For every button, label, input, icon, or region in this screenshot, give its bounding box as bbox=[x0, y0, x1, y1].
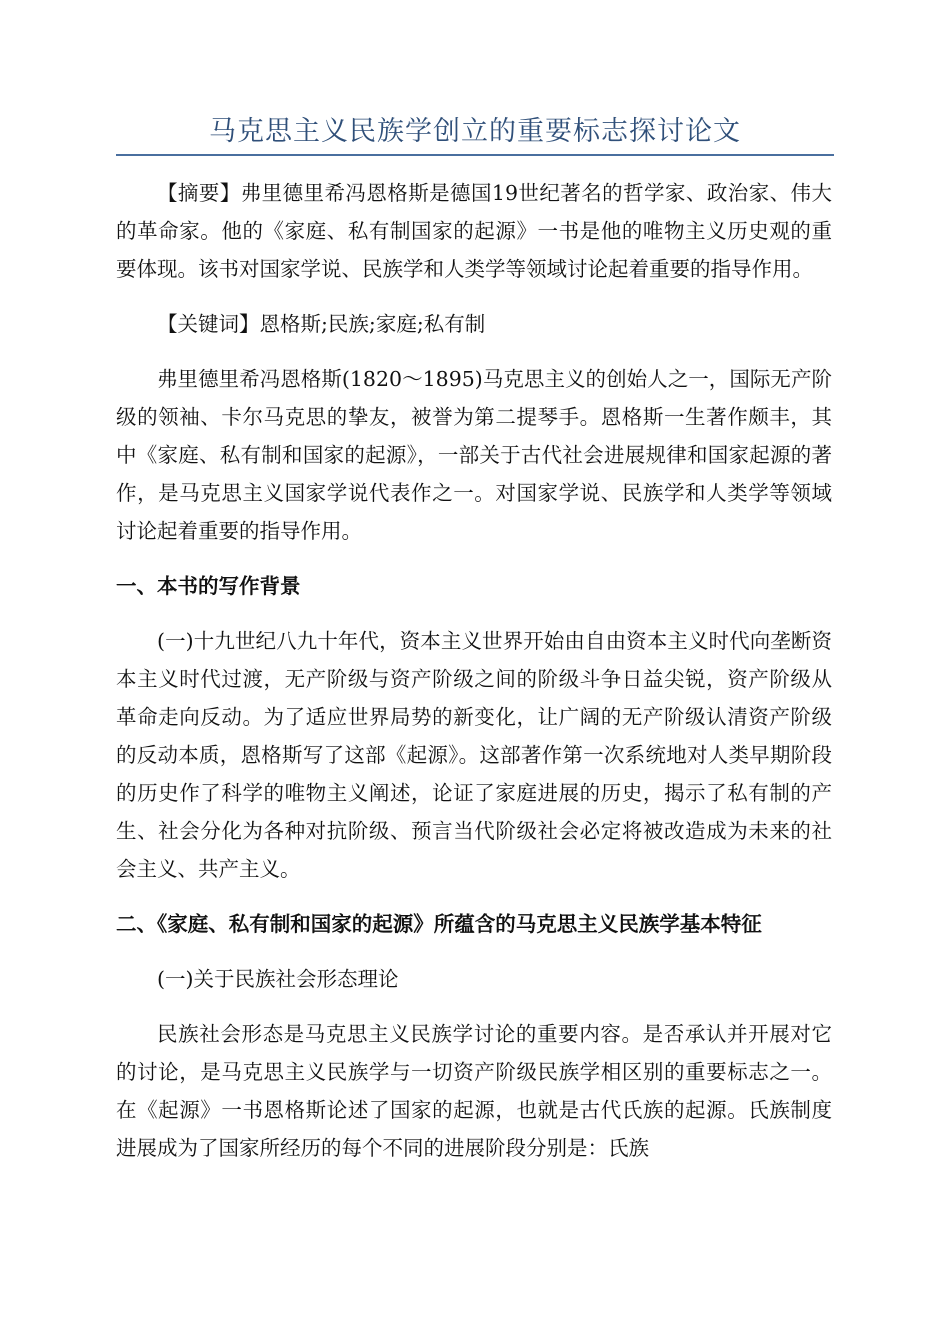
document-title: 马克思主义民族学创立的重要标志探讨论文 bbox=[209, 116, 741, 147]
document-body bbox=[116, 174, 832, 1184]
section-heading-2: 二、《家庭、私有制和国家的起源》所蕴含的马克思主义民族学基本特征 bbox=[116, 912, 762, 936]
abstract-paragraph: 【摘要】弗里德里希冯恩格斯是德国19世纪著名的哲学家、政治家、伟大的革命家。他的《家庭、私有制国家的起源》一书是他的唯物主义历史观的重要体现。该书对国家学说、民族学和人类学等领域讨论起着重要的指导作用。 bbox=[116, 181, 832, 281]
section-2-subheading: (一)关于民族社会形态理论 bbox=[157, 967, 399, 991]
keywords-paragraph: 【关键词】恩格斯;民族;家庭;私有制 bbox=[157, 312, 486, 336]
intro-paragraph: 弗里德里希冯恩格斯(1820～1895)马克思主义的创始人之一，国际无产阶级的领袖、卡尔马克思的挚友，被誉为第二提琴手。恩格斯一生著作颇丰，其中《家庭、私有制和国家的起源》，一部关于古代社会进展规律和国家起源的著作，是马克思主义国家学说代表作之一。对国家学说、民族学和人类学等领域讨论起着重要的指导作用。 bbox=[116, 367, 832, 543]
title-underline bbox=[116, 154, 834, 156]
section-2-paragraph: 民族社会形态是马克思主义民族学讨论的重要内容。是否承认并开展对它的讨论，是马克思主义民族学与一切资产阶级民族学相区别的重要标志之一。在《起源》一书恩格斯论述了国家的起源，也就是古代氏族的起源。氏族制度进展成为了国家所经历的每个不同的进展阶段分别是：氏族 bbox=[116, 1022, 832, 1160]
section-1-paragraph: (一)十九世纪八九十年代，资本主义世界开始由自由资本主义时代向垄断资本主义时代过渡，无产阶级与资产阶级之间的阶级斗争日益尖锐，资产阶级从革命走向反动。为了适应世界局势的新变化，让广阔的无产阶级认清资产阶级的反动本质，恩格斯写了这部《起源》。这部著作第一次系统地对人类早期阶段的历史作了科学的唯物主义阐述，论证了家庭进展的历史，揭示了私有制的产生、社会分化为各种对抗阶级、预言当代阶级社会必定将被改造成为未来的社会主义、共产主义。 bbox=[116, 629, 832, 881]
section-heading-1: 一、本书的写作背景 bbox=[116, 574, 301, 598]
